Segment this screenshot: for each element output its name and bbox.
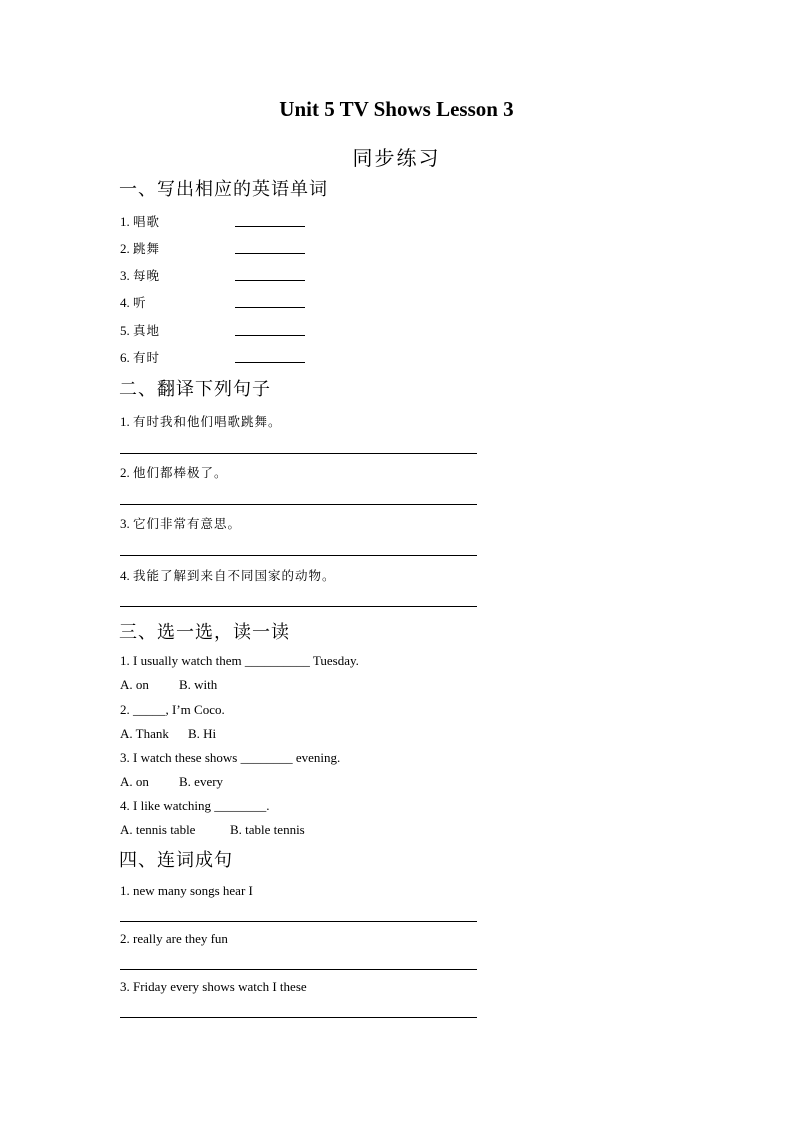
- section-2-item-1: [120, 412, 282, 430]
- answer-line[interactable]: [120, 555, 477, 556]
- section-1-item-2: [120, 239, 160, 257]
- answer-line[interactable]: [120, 504, 477, 505]
- answer-blank[interactable]: [235, 362, 305, 363]
- section-1-item-5: [120, 321, 160, 339]
- section-2-item-4: [120, 566, 336, 584]
- answer-line[interactable]: [120, 1017, 477, 1018]
- answer-line[interactable]: [120, 969, 477, 970]
- item-number: 6.: [120, 350, 130, 365]
- item-chinese-word: 真地: [133, 323, 161, 338]
- answer-blank[interactable]: [235, 253, 305, 254]
- item-sentence: 有时我和他们唱歌跳舞。: [133, 414, 282, 429]
- option-a[interactable]: A. on: [120, 774, 149, 789]
- section-4-item-2: 2. really are they fun: [120, 931, 228, 946]
- item-chinese-word: 听: [133, 295, 147, 310]
- section-3-question-4: 4. I like watching ________.: [120, 798, 270, 813]
- section-3-question-3: 3. I watch these shows ________ evening.: [120, 750, 341, 765]
- option-a[interactable]: A. on: [120, 677, 149, 692]
- item-sentence: 我能了解到来自不同国家的动物。: [133, 568, 336, 583]
- section-3-question-1: 1. I usually watch them __________ Tuesday.: [120, 653, 359, 668]
- section-3-question-2: 2. _____, I’m Coco.: [120, 702, 225, 717]
- item-number: 2.: [120, 241, 130, 256]
- section-3-options-4: [120, 822, 305, 838]
- section-3-heading: 三、选一选，读一读: [119, 622, 290, 643]
- section-4-heading: 四、连词成句: [119, 850, 233, 871]
- section-1-item-3: [120, 266, 160, 284]
- item-chinese-word: 有时: [133, 350, 161, 365]
- section-1-item-6: [120, 348, 160, 366]
- item-chinese-word: 跳舞: [133, 241, 161, 256]
- section-4-item-3: 3. Friday every shows watch I these: [120, 979, 307, 994]
- item-chinese-word: 唱歌: [133, 214, 161, 229]
- section-3-options-2: [120, 726, 217, 742]
- item-sentence: 他们都棒极了。: [133, 465, 228, 480]
- item-number: 2.: [120, 465, 130, 480]
- item-number: 3.: [120, 516, 130, 531]
- option-a[interactable]: A. tennis table: [120, 822, 196, 837]
- answer-line[interactable]: [120, 921, 477, 922]
- item-sentence: 它们非常有意思。: [133, 516, 242, 531]
- answer-line[interactable]: [120, 606, 477, 607]
- item-number: 4.: [120, 295, 130, 310]
- option-b[interactable]: B. with: [179, 677, 218, 692]
- section-2-item-2: [120, 463, 228, 481]
- page-subtitle: 同步练习: [352, 146, 441, 170]
- answer-blank[interactable]: [235, 280, 305, 281]
- section-3-options-1: [120, 677, 218, 693]
- section-1-item-1: [120, 212, 160, 230]
- answer-blank[interactable]: [235, 335, 305, 336]
- page-title: Unit 5 TV Shows Lesson 3: [279, 97, 514, 121]
- answer-blank[interactable]: [235, 307, 305, 308]
- section-3-options-3: [120, 774, 224, 790]
- section-1-heading: 一、写出相应的英语单词: [119, 179, 328, 200]
- option-b[interactable]: B. table tennis: [230, 822, 305, 837]
- item-chinese-word: 每晚: [133, 268, 161, 283]
- option-a[interactable]: A. Thank: [120, 726, 169, 741]
- option-b[interactable]: B. Hi: [188, 726, 217, 741]
- item-number: 3.: [120, 268, 130, 283]
- section-1-item-4: [120, 293, 147, 311]
- section-2-heading: 二、翻译下列句子: [119, 379, 271, 400]
- section-4-item-1: 1. new many songs hear I: [120, 883, 253, 898]
- option-b[interactable]: B. every: [179, 774, 224, 789]
- item-number: 1.: [120, 414, 130, 429]
- item-number: 5.: [120, 323, 130, 338]
- item-number: 1.: [120, 214, 130, 229]
- answer-blank[interactable]: [235, 226, 305, 227]
- item-number: 4.: [120, 568, 130, 583]
- answer-line[interactable]: [120, 453, 477, 454]
- section-2-item-3: [120, 514, 241, 532]
